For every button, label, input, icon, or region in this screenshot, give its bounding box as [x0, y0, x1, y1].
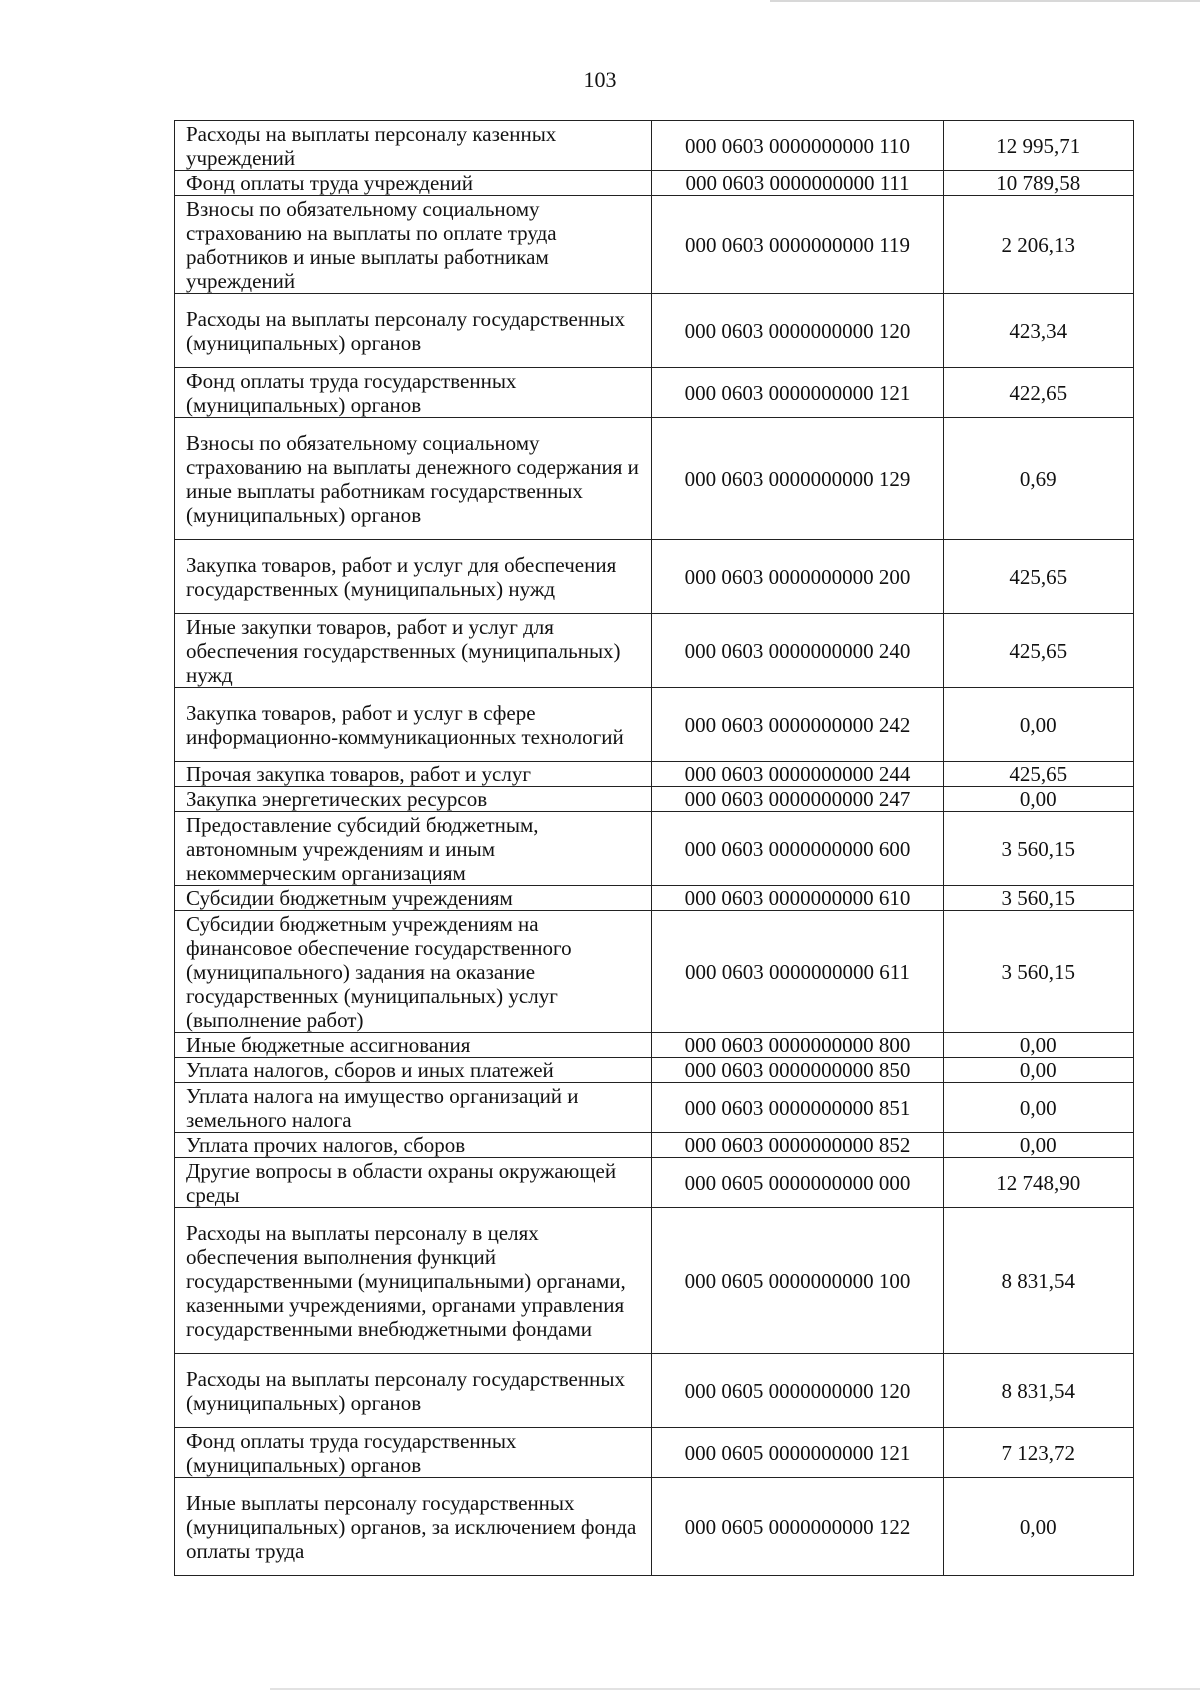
table-row	[175, 1354, 1134, 1428]
expense-name-cell: Расходы на выплаты персоналу в целях обеспечения выполнения функций государственными (муниципальными) органами, казенными учреждениями, органами управления государственными внебюджетными фондами	[175, 1208, 652, 1354]
page-number: 103	[583, 67, 617, 92]
classification-code-cell: 000 0603 0000000000 111	[652, 171, 943, 196]
expense-name-cell: Взносы по обязательному социальному страхованию на выплаты денежного содержания и иные выплаты работникам государственных (муниципальных) органов	[175, 418, 652, 540]
classification-code-cell: 000 0603 0000000000 611	[652, 911, 943, 1033]
classification-code-cell: 000 0603 0000000000 121	[652, 368, 943, 418]
expense-name-cell: Другие вопросы в области охраны окружающей среды	[175, 1158, 652, 1208]
table-row	[175, 812, 1134, 886]
expense-name-cell: Прочая закупка товаров, работ и услуг	[175, 762, 652, 787]
expense-name-cell: Закупка энергетических ресурсов	[175, 787, 652, 812]
expense-name-cell: Иные бюджетные ассигнования	[175, 1033, 652, 1058]
classification-code-cell: 000 0603 0000000000 240	[652, 614, 943, 688]
table-row	[175, 171, 1134, 196]
classification-code-cell: 000 0603 0000000000 119	[652, 196, 943, 294]
classification-code-cell: 000 0603 0000000000 129	[652, 418, 943, 540]
table-row	[175, 762, 1134, 787]
table-row	[175, 1033, 1134, 1058]
expense-name-cell: Фонд оплаты труда учреждений	[175, 171, 652, 196]
classification-code-cell: 000 0603 0000000000 851	[652, 1083, 943, 1133]
amount-cell: 0,00	[943, 1478, 1133, 1576]
table-row	[175, 1133, 1134, 1158]
classification-code-cell: 000 0603 0000000000 110	[652, 121, 943, 171]
table-row	[175, 614, 1134, 688]
expense-name-cell: Фонд оплаты труда государственных (муниципальных) органов	[175, 368, 652, 418]
expense-name-cell: Закупка товаров, работ и услуг в сфере информационно-коммуникационных технологий	[175, 688, 652, 762]
budget-table	[174, 120, 1134, 1576]
table-row	[175, 1083, 1134, 1133]
amount-cell: 3 560,15	[943, 886, 1133, 911]
amount-cell: 0,00	[943, 1083, 1133, 1133]
amount-cell: 12 995,71	[943, 121, 1133, 171]
classification-code-cell: 000 0605 0000000000 100	[652, 1208, 943, 1354]
expense-name-cell: Уплата налога на имущество организаций и земельного налога	[175, 1083, 652, 1133]
expense-name-cell: Расходы на выплаты персоналу казенных учреждений	[175, 121, 652, 171]
amount-cell: 12 748,90	[943, 1158, 1133, 1208]
table-row	[175, 540, 1134, 614]
amount-cell: 425,65	[943, 540, 1133, 614]
table-row	[175, 1428, 1134, 1478]
classification-code-cell: 000 0605 0000000000 000	[652, 1158, 943, 1208]
expense-name-cell: Уплата налогов, сборов и иных платежей	[175, 1058, 652, 1083]
expense-name-cell: Фонд оплаты труда государственных (муниципальных) органов	[175, 1428, 652, 1478]
amount-cell: 425,65	[943, 762, 1133, 787]
expense-name-cell: Иные выплаты персоналу государственных (муниципальных) органов, за исключением фонда оплаты труда	[175, 1478, 652, 1576]
table-row	[175, 787, 1134, 812]
classification-code-cell: 000 0603 0000000000 247	[652, 787, 943, 812]
amount-cell: 8 831,54	[943, 1208, 1133, 1354]
amount-cell: 422,65	[943, 368, 1133, 418]
expense-name-cell: Расходы на выплаты персоналу государственных (муниципальных) органов	[175, 1354, 652, 1428]
classification-code-cell: 000 0603 0000000000 852	[652, 1133, 943, 1158]
classification-code-cell: 000 0603 0000000000 242	[652, 688, 943, 762]
amount-cell: 0,00	[943, 1033, 1133, 1058]
amount-cell: 425,65	[943, 614, 1133, 688]
table-row	[175, 418, 1134, 540]
expense-name-cell: Субсидии бюджетным учреждениям на финансовое обеспечение государственного (муниципального) задания на оказание государственных (муниципальных) услуг (выполнение работ)	[175, 911, 652, 1033]
amount-cell: 3 560,15	[943, 812, 1133, 886]
classification-code-cell: 000 0603 0000000000 120	[652, 294, 943, 368]
amount-cell: 8 831,54	[943, 1354, 1133, 1428]
table-row	[175, 911, 1134, 1033]
expense-name-cell: Иные закупки товаров, работ и услуг для обеспечения государственных (муниципальных) нужд	[175, 614, 652, 688]
amount-cell: 0,00	[943, 1133, 1133, 1158]
classification-code-cell: 000 0605 0000000000 120	[652, 1354, 943, 1428]
expense-name-cell: Расходы на выплаты персоналу государственных (муниципальных) органов	[175, 294, 652, 368]
table-row	[175, 1158, 1134, 1208]
scan-edge-bottom	[270, 1688, 1200, 1690]
table-row	[175, 1058, 1134, 1083]
amount-cell: 0,69	[943, 418, 1133, 540]
table-row	[175, 886, 1134, 911]
expense-name-cell: Субсидии бюджетным учреждениям	[175, 886, 652, 911]
expense-name-cell: Взносы по обязательному социальному страхованию на выплаты по оплате труда работников и иные выплаты работникам учреждений	[175, 196, 652, 294]
table-row	[175, 368, 1134, 418]
table-row	[175, 1478, 1134, 1576]
amount-cell: 2 206,13	[943, 196, 1133, 294]
table-row	[175, 294, 1134, 368]
expense-name-cell: Закупка товаров, работ и услуг для обеспечения государственных (муниципальных) нужд	[175, 540, 652, 614]
classification-code-cell: 000 0603 0000000000 200	[652, 540, 943, 614]
table-row	[175, 121, 1134, 171]
classification-code-cell: 000 0603 0000000000 850	[652, 1058, 943, 1083]
classification-code-cell: 000 0603 0000000000 610	[652, 886, 943, 911]
classification-code-cell: 000 0603 0000000000 800	[652, 1033, 943, 1058]
amount-cell: 0,00	[943, 787, 1133, 812]
classification-code-cell: 000 0605 0000000000 121	[652, 1428, 943, 1478]
classification-code-cell: 000 0605 0000000000 122	[652, 1478, 943, 1576]
table-row	[175, 196, 1134, 294]
expense-name-cell: Предоставление субсидий бюджетным, автономным учреждениям и иным некоммерческим организациям	[175, 812, 652, 886]
budget-table-body	[175, 121, 1134, 1576]
amount-cell: 3 560,15	[943, 911, 1133, 1033]
scan-edge-top	[770, 0, 1200, 2]
amount-cell: 0,00	[943, 1058, 1133, 1083]
expense-name-cell: Уплата прочих налогов, сборов	[175, 1133, 652, 1158]
amount-cell: 423,34	[943, 294, 1133, 368]
classification-code-cell: 000 0603 0000000000 600	[652, 812, 943, 886]
classification-code-cell: 000 0603 0000000000 244	[652, 762, 943, 787]
table-row	[175, 1208, 1134, 1354]
amount-cell: 0,00	[943, 688, 1133, 762]
amount-cell: 10 789,58	[943, 171, 1133, 196]
table-row	[175, 688, 1134, 762]
amount-cell: 7 123,72	[943, 1428, 1133, 1478]
